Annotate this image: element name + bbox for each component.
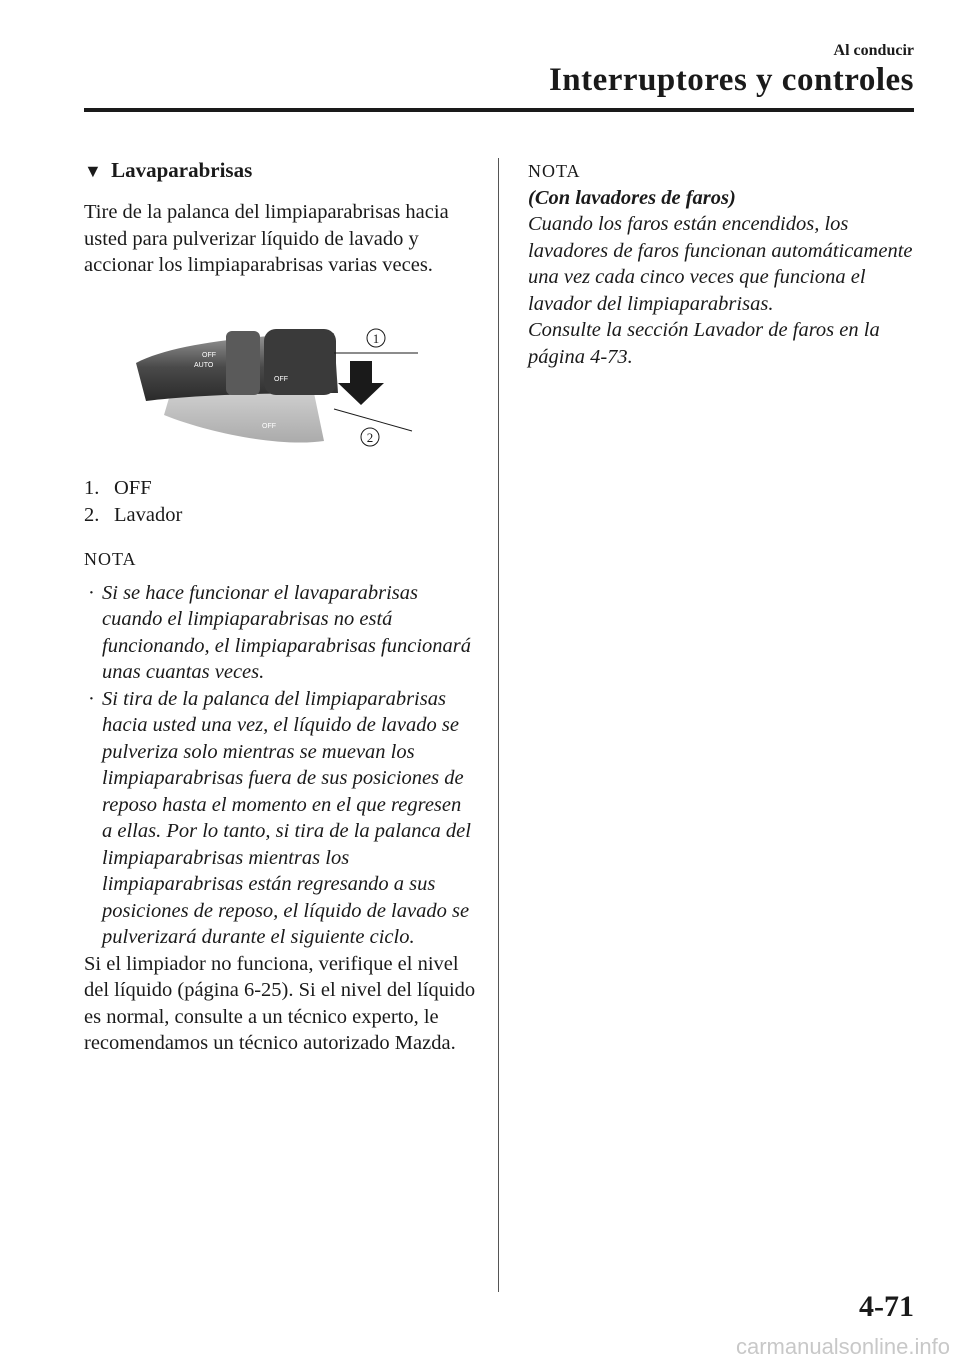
callout-number-2: 2 [366, 429, 374, 445]
lever-off-label: OFF [202, 351, 216, 359]
note-bullet-text: Si se hace funcionar el lavaparabrisas cuando el limpiaparabrisas no está funcionando, el limpiaparabrisas funcionará unas cuantas veces. [102, 581, 471, 683]
wiper-lever-illustration [134, 323, 434, 453]
note-text: Cuando los faros están encendidos, los lavadores de faros funcionan automáticamente una vez cada cinco veces que funciona el lavador del limpiaparabrisas. [528, 213, 913, 315]
bullet-dot-icon: · [88, 687, 95, 710]
lever-tip-off-label: OFF [274, 375, 288, 383]
watermark: carmanualsonline.info [735, 1334, 950, 1359]
note-bullet [84, 686, 476, 951]
lever-auto-label: AUTO [194, 361, 214, 369]
legend-label: Lavador [114, 503, 183, 526]
legend-label: OFF [114, 476, 152, 499]
left-column [84, 158, 476, 1057]
headlamp-washer-note [528, 158, 918, 370]
callout-line-2 [334, 409, 412, 431]
legend-number: 2. [84, 503, 100, 526]
note-bullet [84, 580, 476, 686]
page-number: 4-71 [859, 1290, 914, 1323]
pull-arrow-icon [338, 361, 384, 405]
figure-legend [84, 475, 476, 529]
bullet-dot-icon: · [88, 581, 95, 604]
section-label: Al conducir [833, 42, 914, 59]
legend-number: 1. [84, 476, 100, 499]
wiper-lever-figure [134, 323, 434, 453]
section-heading-text: Lavaparabrisas [111, 158, 253, 182]
troubleshoot-paragraph: Si el limpiador no funciona, verifique el nivel del líquido (página 6-25). Si el nivel del líquido es normal, consulte a un técnico experto, le recomendamos un técnico autorizado Mazda. [84, 952, 476, 1054]
note-bullet-list [84, 580, 476, 951]
intro-paragraph: Tire de la palanca del limpiaparabrisas hacia usted para pulverizar líquido de lavado y accionar los limpiaparabrisas varias veces. [84, 201, 449, 276]
callout-number-1: 1 [372, 330, 380, 346]
triangle-marker-icon: ▼ [84, 161, 102, 181]
section-heading [84, 158, 476, 183]
header-divider [84, 108, 914, 112]
note-label: NOTA [528, 161, 581, 181]
note-subtitle: (Con lavadores de faros) [528, 186, 736, 209]
note-bullet-text: Si tira de la palanca del limpiaparabrisas hacia usted una vez, el líquido de lavado se pulveriza solo mientras se muevan los limpiaparabrisas fuera de sus posiciones de reposo hasta el momento en el que regresen a ellas. Por lo tanto, si tira de la palanca del limpiaparabrisas mientras los limpiaparabrisas están regresando a sus posiciones de reposo, el líquido de lavado se pulverizará durante el siguiente ciclo. [102, 687, 471, 948]
lever-tip [264, 329, 336, 395]
chapter-title: Interruptores y controles [548, 62, 914, 98]
legend-item [84, 502, 476, 529]
note-reference: Consulte la sección Lavador de faros en la página 4-73. [528, 319, 880, 368]
legend-item [84, 475, 476, 502]
pulled-lever-off-label: OFF [262, 422, 276, 430]
lever-ring [226, 331, 260, 395]
note-label: NOTA [84, 548, 137, 569]
right-column [528, 158, 918, 370]
column-divider [498, 158, 499, 1292]
